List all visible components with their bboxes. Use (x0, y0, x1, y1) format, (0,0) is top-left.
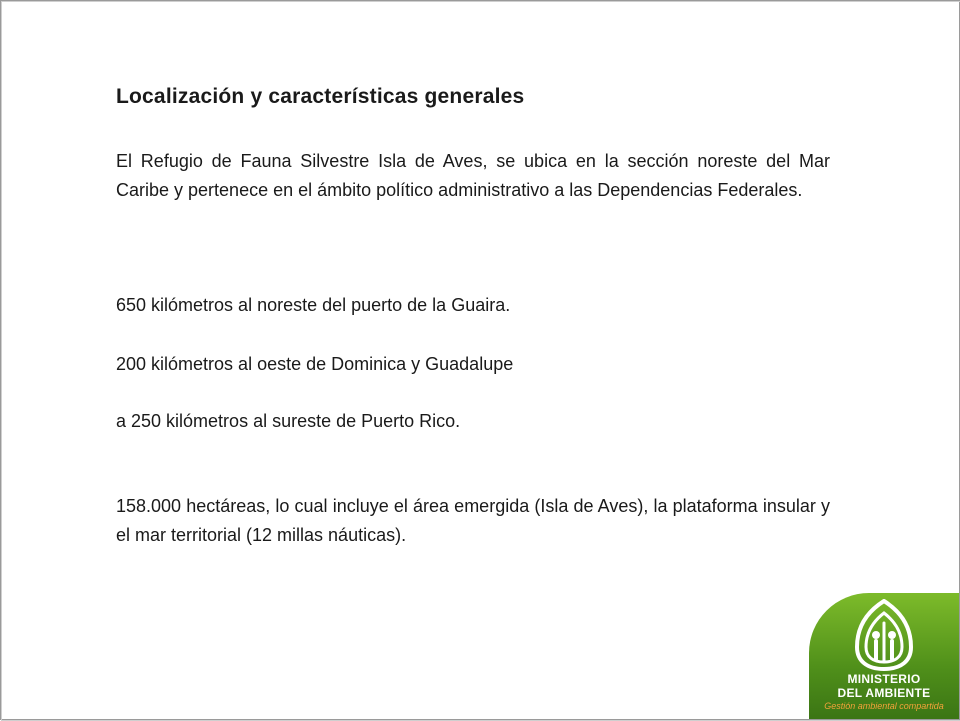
slide-title: Localización y características generales (116, 85, 525, 108)
logo-tagline: Gestión ambiental compartida (824, 701, 944, 711)
logo-line-1: MINISTERIO (847, 672, 921, 686)
distance-guaira: 650 kilómetros al noreste del puerto de la Guaira. (116, 295, 511, 315)
intro-paragraph: El Refugio de Fauna Silvestre Isla de Aves, se ubica en la sección noreste del Mar Caribe y pertenece en el ámbito político administrativo a las Dependencias Federales. (116, 151, 830, 200)
distance-puerto-rico: a 250 kilómetros al sureste de Puerto Rico. (116, 411, 461, 431)
leaf-emblem-icon (851, 599, 917, 671)
distance-dominica: 200 kilómetros al oeste de Dominica y Guadalupe (116, 354, 514, 374)
area-paragraph: 158.000 hectáreas, lo cual incluye el área emergida (Isla de Aves), la plataforma insular y el mar territorial (12 millas náuticas). (116, 496, 830, 545)
logo-line-2: DEL AMBIENTE (837, 686, 931, 700)
ministerio-logo (809, 593, 959, 719)
